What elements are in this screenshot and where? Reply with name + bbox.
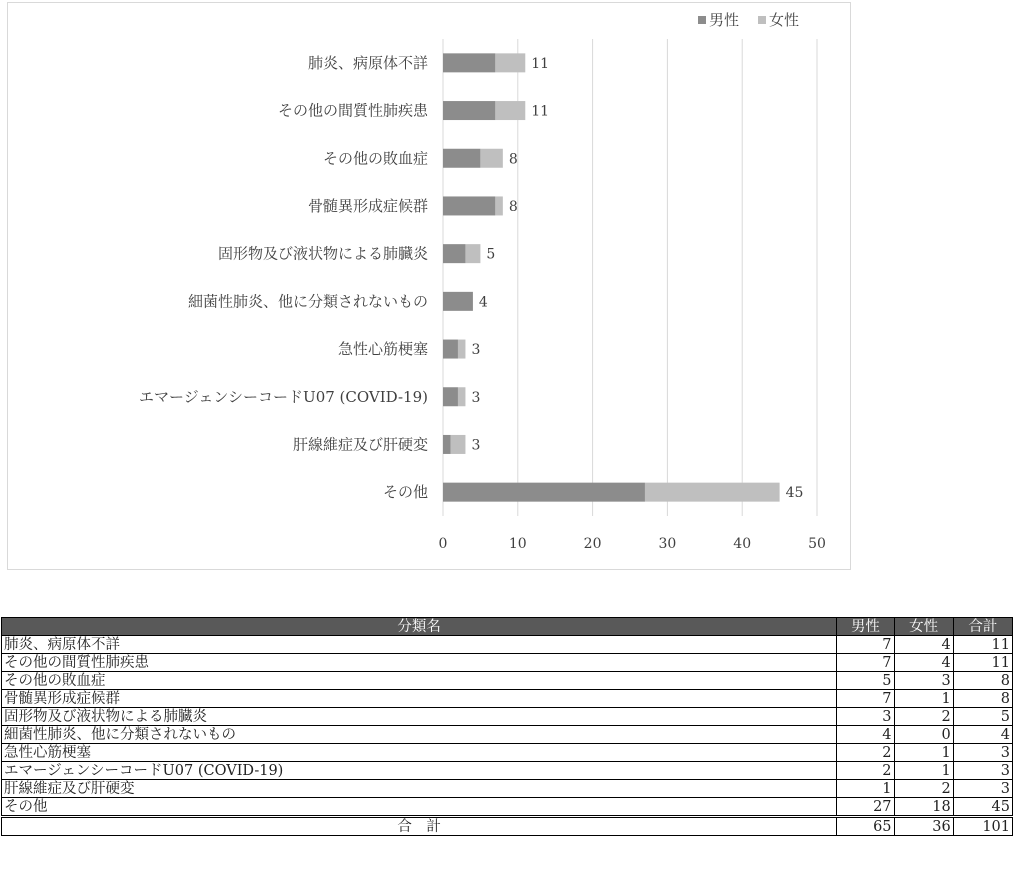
bar-segment-male <box>443 196 495 215</box>
female-cell: 3 <box>894 672 953 690</box>
table-row <box>2 762 1013 780</box>
bar-segment-female <box>480 149 502 168</box>
category-label: 骨髄異形成症候群 <box>307 196 428 215</box>
bar-segment-female <box>458 340 465 359</box>
total-cell: 45 <box>953 798 1012 817</box>
category-name-cell: 急性心筋梗塞 <box>2 744 837 762</box>
total-cell: 8 <box>953 672 1012 690</box>
male-cell: 7 <box>837 690 894 708</box>
bar-segment-female <box>495 53 525 72</box>
table-total-row <box>2 817 1013 836</box>
legend-swatch-male <box>698 16 706 24</box>
male-cell: 4 <box>837 726 894 744</box>
female-cell: 2 <box>894 708 953 726</box>
table-row <box>2 690 1013 708</box>
table-row <box>2 780 1013 798</box>
total-cell: 4 <box>953 726 1012 744</box>
category-name-cell: その他 <box>2 798 837 817</box>
legend-label: 男性 <box>709 11 740 29</box>
bar-segment-female <box>465 244 480 263</box>
table-row <box>2 726 1013 744</box>
bar-segment-male <box>443 244 465 263</box>
bar-total-label: 11 <box>531 55 550 72</box>
header-total: 合計 <box>953 618 1012 636</box>
category-name-cell: 細菌性肺炎、他に分類されないもの <box>2 726 837 744</box>
category-name-cell: 肺炎、病原体不詳 <box>2 636 837 654</box>
category-name-cell: その他の敗血症 <box>2 672 837 690</box>
female-cell: 1 <box>894 690 953 708</box>
bar-total-label: 3 <box>471 437 481 454</box>
bar-total-label: 3 <box>471 342 481 359</box>
bar-segment-male <box>443 101 495 120</box>
x-tick-label: 30 <box>658 536 677 552</box>
legend <box>698 11 799 29</box>
female-cell: 4 <box>894 654 953 672</box>
total-cell: 3 <box>953 762 1012 780</box>
male-total-cell: 65 <box>837 817 894 836</box>
bar-segment-female <box>450 435 465 454</box>
table-row <box>2 672 1013 690</box>
female-cell: 4 <box>894 636 953 654</box>
grand-total-cell: 101 <box>953 817 1012 836</box>
data-table <box>1 617 1013 836</box>
bar-segment-female <box>458 387 465 406</box>
female-cell: 18 <box>894 798 953 817</box>
x-tick-label: 20 <box>583 536 602 552</box>
category-label: エマージェンシーコードU07 (COVID-19) <box>139 387 428 406</box>
male-cell: 1 <box>837 780 894 798</box>
bar-segment-male <box>443 149 480 168</box>
category-name-cell: その他の間質性肺疾患 <box>2 654 837 672</box>
category-label: 肺炎、病原体不詳 <box>307 53 428 72</box>
bar-total-label: 4 <box>478 294 488 311</box>
table-row <box>2 708 1013 726</box>
header-female: 女性 <box>894 618 953 636</box>
table-body <box>2 636 1013 836</box>
category-label: 急性心筋梗塞 <box>337 340 428 359</box>
bar-total-label: 45 <box>785 485 804 502</box>
male-cell: 2 <box>837 762 894 780</box>
bar-segment-male <box>443 387 458 406</box>
category-label: 細菌性肺炎、他に分類されないもの <box>187 292 428 311</box>
total-cell: 11 <box>953 654 1012 672</box>
bar-total-label: 11 <box>531 103 550 120</box>
table-row <box>2 654 1013 672</box>
bar-segment-male <box>443 292 473 311</box>
legend-label: 女性 <box>769 11 800 29</box>
bar-segment-female <box>495 101 525 120</box>
bar-segment-male <box>443 340 458 359</box>
table-header-row <box>2 618 1013 636</box>
bar-segment-male <box>443 483 645 502</box>
category-name-cell: 骨髄異形成症候群 <box>2 690 837 708</box>
bar-segment-male <box>443 435 450 454</box>
male-cell: 27 <box>837 798 894 817</box>
bar-total-label: 8 <box>508 151 518 168</box>
chart-area <box>7 2 851 570</box>
labels <box>139 54 826 552</box>
female-cell: 2 <box>894 780 953 798</box>
legend-swatch-female <box>758 16 766 24</box>
bar-segment-female <box>645 483 780 502</box>
total-cell: 11 <box>953 636 1012 654</box>
category-label: その他の敗血症 <box>322 149 428 168</box>
male-cell: 3 <box>837 708 894 726</box>
female-cell: 1 <box>894 744 953 762</box>
total-cell: 5 <box>953 708 1012 726</box>
male-cell: 5 <box>837 672 894 690</box>
bar-segment-female <box>495 196 502 215</box>
total-cell: 3 <box>953 744 1012 762</box>
category-name-cell: エマージェンシーコードU07 (COVID-19) <box>2 762 837 780</box>
category-label: 固形物及び液状物による肺臓炎 <box>217 244 428 263</box>
category-label: その他 <box>382 483 428 502</box>
male-cell: 7 <box>837 654 894 672</box>
x-tick-label: 50 <box>808 536 826 552</box>
x-tick-label: 0 <box>438 536 448 552</box>
category-label: 肝線維症及び肝硬変 <box>292 435 428 454</box>
bar-total-label: 5 <box>486 246 496 263</box>
female-cell: 1 <box>894 762 953 780</box>
x-tick-label: 40 <box>733 536 752 552</box>
male-cell: 2 <box>837 744 894 762</box>
female-total-cell: 36 <box>894 817 953 836</box>
female-cell: 0 <box>894 726 953 744</box>
bar-total-label: 3 <box>471 389 481 406</box>
total-label-cell: 合 計 <box>2 817 837 836</box>
category-name-cell: 肝線維症及び肝硬変 <box>2 780 837 798</box>
category-name-cell: 固形物及び液状物による肺臓炎 <box>2 708 837 726</box>
bar-chart <box>8 3 852 571</box>
header-male: 男性 <box>837 618 894 636</box>
bar-segment-male <box>443 53 495 72</box>
total-cell: 8 <box>953 690 1012 708</box>
total-cell: 3 <box>953 780 1012 798</box>
x-tick-label: 10 <box>508 536 527 552</box>
male-cell: 7 <box>837 636 894 654</box>
table-row <box>2 798 1013 817</box>
bars <box>443 53 780 501</box>
bar-total-label: 8 <box>508 198 518 215</box>
table-row <box>2 636 1013 654</box>
header-category-name: 分類名 <box>2 618 837 636</box>
category-label: その他の間質性肺疾患 <box>277 101 428 120</box>
table-row <box>2 744 1013 762</box>
